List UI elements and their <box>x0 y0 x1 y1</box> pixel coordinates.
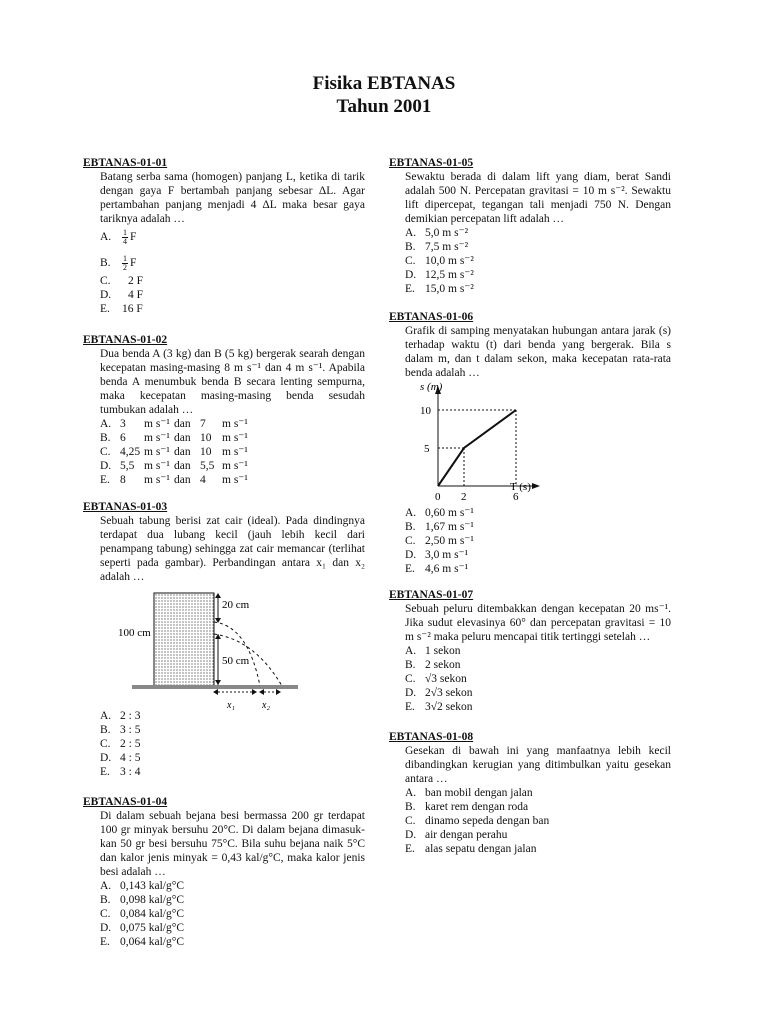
option-label: C. <box>405 673 416 685</box>
unit: m s⁻¹ <box>222 446 248 458</box>
option-c[interactable] <box>100 274 365 288</box>
option-text: 1 sekon <box>425 645 461 657</box>
option-list <box>100 417 365 487</box>
velocity-b: 4 <box>200 474 206 486</box>
option-b[interactable] <box>405 800 671 814</box>
option-c[interactable] <box>405 672 671 686</box>
option-text: 0,143 kal/g°C <box>120 880 185 892</box>
option-text: 2,50 m s⁻¹ <box>425 535 474 547</box>
option-a[interactable] <box>100 417 365 431</box>
option-list <box>405 786 671 856</box>
option-e[interactable] <box>405 562 671 576</box>
option-d[interactable] <box>100 751 365 765</box>
option-b[interactable] <box>405 520 671 534</box>
velocity-a: 4,25 <box>120 446 141 458</box>
y-tick-label: 10 <box>420 405 431 417</box>
arrow-left-icon <box>213 689 218 695</box>
label-x2: x₂ <box>262 700 270 711</box>
option-text: 7,5 m s⁻² <box>425 241 469 253</box>
label-x1: x₁ <box>227 700 235 711</box>
option-label: B. <box>405 521 416 533</box>
option-text: 1,67 m s⁻¹ <box>425 521 474 533</box>
liquid-tank <box>154 593 214 687</box>
velocity-b: 10 <box>200 446 212 458</box>
option-label: B. <box>405 659 416 671</box>
question-header: EBTANAS-01-05 <box>389 157 474 169</box>
option-text: 4 : 5 <box>120 752 141 764</box>
option-text: 2 F <box>128 275 144 287</box>
page-title: Fisika EBTANAS <box>312 73 456 94</box>
option-text: 0,084 kal/g°C <box>120 908 185 920</box>
option-text: 0,064 kal/g°C <box>120 936 185 948</box>
option-label: D. <box>405 549 417 561</box>
question-08 <box>389 730 671 856</box>
option-label: A. <box>405 507 417 519</box>
fraction-numerator: 1 <box>123 227 127 237</box>
option-c[interactable] <box>100 445 365 459</box>
option-label: A. <box>100 231 112 243</box>
option-b[interactable] <box>405 240 671 254</box>
question-06 <box>389 310 671 380</box>
option-label: A. <box>405 227 417 239</box>
arrow-right-icon <box>252 689 257 695</box>
x-axis-label: T (s) <box>510 481 531 493</box>
option-text: karet rem dengan roda <box>425 801 529 813</box>
conjunction: dan <box>174 460 191 472</box>
option-text: 3 : 4 <box>120 766 141 778</box>
option-a[interactable] <box>100 879 365 893</box>
option-label: E. <box>100 936 110 948</box>
option-d[interactable] <box>405 268 671 282</box>
unit: m s⁻¹ <box>144 474 170 486</box>
question-text: Batang serba sama (homogen) panjang L, ketika di tarik dengan gaya F bertambah panjang sebesar ΔL. Agar pertambahan panjang menjadi 4 ΔL maka besar gaya tariknya adalah … <box>100 171 365 225</box>
question-header: EBTANAS-01-08 <box>389 731 474 743</box>
question-text: Dua benda A (3 kg) dan B (5 kg) bergerak searah dengan kecepatan masing-masing 8 m s⁻¹ dan 4 m s⁻¹. Apabila benda A menumbuk benda B secara lenting sempurna, maka kecepatan masing-masing benda sesudah tumbukan adalah … <box>100 348 365 416</box>
water-jet-upper <box>214 622 260 686</box>
arrow-right-icon <box>276 689 281 695</box>
question-text: Sebuah peluru ditembakkan dengan kecepatan 20 ms⁻¹. Jika sudut elevasinya 60° dan percepatan gravitasi = 10 m s⁻² maka peluru mencapai titik tertinggi setelah … <box>405 603 671 643</box>
option-label: E. <box>100 303 110 315</box>
option-label: A. <box>100 418 112 430</box>
option-e[interactable] <box>100 935 365 949</box>
option-label: E. <box>405 843 415 855</box>
option-label: C. <box>405 535 416 547</box>
option-text: √3 sekon <box>425 673 467 685</box>
fraction <box>122 255 128 272</box>
option-a[interactable] <box>100 226 365 248</box>
question-header: EBTANAS-01-04 <box>83 796 168 808</box>
option-b[interactable] <box>100 431 365 445</box>
fraction-numerator: 1 <box>123 253 127 263</box>
question-text: Sebuah tabung berisi zat cair (ideal). Pada dindingnya terdapat dua lubang kecil (jauh lebih kecil dari penampang tabung) sehingga zat cair memancar (terlihat seperti pada gambar). Perbandingan antara x₁ dan x₂ adalah … <box>100 515 365 583</box>
label-100cm: 100 cm <box>118 627 151 639</box>
option-text: F <box>130 231 137 243</box>
option-text: 2 : 5 <box>120 738 141 750</box>
question-text: Sewaktu berada di dalam lift yang diam, berat Sandi adalah 500 N. Percepatan gravitasi = 10 m s⁻². Sewaktu lift dipercepat, tegangan tali menjadi 750 N. Dengan demikian percepatan lift adalah … <box>405 171 671 225</box>
arrow-up-icon <box>215 593 221 598</box>
unit: m s⁻¹ <box>144 446 170 458</box>
question-header: EBTANAS-01-02 <box>83 334 168 346</box>
question-header: EBTANAS-01-07 <box>389 589 474 601</box>
option-label: A. <box>405 645 417 657</box>
option-text: 4,6 m s⁻¹ <box>425 563 469 575</box>
unit: m s⁻¹ <box>222 418 248 430</box>
unit: m s⁻¹ <box>222 474 248 486</box>
option-e[interactable] <box>405 282 671 296</box>
option-label: A. <box>405 787 417 799</box>
option-text: 0,60 m s⁻¹ <box>425 507 474 519</box>
option-c[interactable] <box>100 737 365 751</box>
option-b[interactable] <box>405 658 671 672</box>
conjunction: dan <box>174 418 191 430</box>
option-label: C. <box>100 446 111 458</box>
option-list <box>100 879 365 949</box>
option-label: D. <box>100 460 112 472</box>
option-label: E. <box>405 283 415 295</box>
velocity-b: 7 <box>200 418 206 430</box>
unit: m s⁻¹ <box>222 432 248 444</box>
option-label: C. <box>405 815 416 827</box>
option-text: 2√3 sekon <box>425 687 473 699</box>
fraction-denominator: 2 <box>123 262 127 272</box>
fraction-denominator: 4 <box>123 236 127 246</box>
option-label: D. <box>100 752 112 764</box>
option-text: alas sepatu dengan jalan <box>425 843 537 855</box>
conjunction: dan <box>174 446 191 458</box>
option-a[interactable] <box>405 506 671 520</box>
question-03-options <box>83 709 365 779</box>
option-list <box>100 709 365 779</box>
velocity-a: 8 <box>120 474 126 486</box>
x-tick-label: 2 <box>461 491 467 503</box>
question-07 <box>389 588 671 714</box>
fraction <box>122 229 128 246</box>
option-text: F <box>130 257 137 269</box>
x-tick-label: 0 <box>435 491 441 503</box>
option-text: 10,0 m s⁻² <box>425 255 474 267</box>
option-e[interactable] <box>405 842 671 856</box>
unit: m s⁻¹ <box>144 432 170 444</box>
option-label: B. <box>405 801 416 813</box>
conjunction: dan <box>174 474 191 486</box>
option-text: 0,075 kal/g°C <box>120 922 185 934</box>
option-label: D. <box>405 829 417 841</box>
option-text: 2 : 3 <box>120 710 141 722</box>
option-label: E. <box>405 563 415 575</box>
option-text: ban mobil dengan jalan <box>425 787 533 799</box>
question-06-options <box>389 506 671 576</box>
series-line <box>438 410 516 486</box>
label-50cm: 50 cm <box>222 655 250 667</box>
question-05 <box>389 156 671 296</box>
option-text: air dengan perahu <box>425 829 508 841</box>
option-a[interactable] <box>405 786 671 800</box>
ground <box>132 685 298 689</box>
option-c[interactable] <box>100 907 365 921</box>
option-d[interactable] <box>405 828 671 842</box>
distance-time-chart <box>400 376 560 504</box>
question-header: EBTANAS-01-03 <box>83 501 168 513</box>
option-label: D. <box>100 922 112 934</box>
option-label: B. <box>100 894 111 906</box>
option-d[interactable] <box>405 548 671 562</box>
velocity-b: 5,5 <box>200 460 215 472</box>
option-label: E. <box>100 474 110 486</box>
option-label: C. <box>405 255 416 267</box>
page-subtitle: Tahun 2001 <box>336 96 432 117</box>
option-text: 2 sekon <box>425 659 461 671</box>
option-label: D. <box>405 687 417 699</box>
question-text: Grafik di samping menyatakan hubungan antara jarak (s) terhadap waktu (t) dari benda yang bergerak. Bila s dalam m, dan t dalam sekon, maka kecepatan rata-rata benda adalah … <box>405 325 671 379</box>
question-text: Di dalam sebuah bejana besi bermassa 200 gr terdapat 100 gr minyak bersuhu 20°C. Di dalam bejana dimasuk-kan 50 gr besi bersuhu 75°C. Bila suhu bejana naik 5°C dan kalor jenis minyak = 0,43 kal/g°C, maka kalor jenis besi adalah … <box>100 810 365 878</box>
option-c[interactable] <box>405 814 671 828</box>
option-c[interactable] <box>405 254 671 268</box>
option-text: 3,0 m s⁻¹ <box>425 549 469 561</box>
option-text: 16 F <box>122 303 143 315</box>
tank-figure <box>110 588 310 713</box>
option-label: C. <box>100 275 111 287</box>
question-header: EBTANAS-01-06 <box>389 311 474 323</box>
unit: m s⁻¹ <box>144 418 170 430</box>
option-label: E. <box>100 766 110 778</box>
y-tick-label: 5 <box>424 443 430 455</box>
option-text: 15,0 m s⁻² <box>425 283 474 295</box>
option-label: A. <box>100 710 112 722</box>
velocity-a: 5,5 <box>120 460 135 472</box>
option-a[interactable] <box>100 709 365 723</box>
option-b[interactable] <box>100 252 365 274</box>
option-e[interactable] <box>100 473 365 487</box>
velocity-b: 10 <box>200 432 212 444</box>
velocity-a: 3 <box>120 418 126 430</box>
option-d[interactable] <box>100 921 365 935</box>
option-list <box>405 644 671 714</box>
option-list <box>405 506 671 576</box>
option-text: 0,098 kal/g°C <box>120 894 185 906</box>
unit: m s⁻¹ <box>144 460 170 472</box>
option-list <box>100 226 365 316</box>
option-d[interactable] <box>100 459 365 473</box>
option-label: D. <box>405 269 417 281</box>
option-e[interactable] <box>100 302 365 316</box>
question-02 <box>83 333 365 487</box>
y-axis-label: s (m) <box>420 381 443 393</box>
option-label: D. <box>100 289 112 301</box>
option-d[interactable] <box>405 686 671 700</box>
option-text: dinamo sepeda dengan ban <box>425 815 550 827</box>
option-d[interactable] <box>100 288 365 302</box>
option-a[interactable] <box>405 226 671 240</box>
option-label: B. <box>100 432 111 444</box>
velocity-a: 6 <box>120 432 126 444</box>
option-text: 3 : 5 <box>120 724 141 736</box>
arrow-left-icon <box>259 689 264 695</box>
option-e[interactable] <box>405 700 671 714</box>
question-04 <box>83 795 365 949</box>
question-text: Gesekan di bawah ini yang manfaatnya lebih kecil dibandingkan kerugian yang ditimbulkan yaitu gesekan antara … <box>405 745 671 785</box>
option-text: 4 F <box>128 289 144 301</box>
option-text: 3√2 sekon <box>425 701 473 713</box>
option-c[interactable] <box>405 534 671 548</box>
option-text: 12,5 m s⁻² <box>425 269 474 281</box>
label-20cm: 20 cm <box>222 599 250 611</box>
arrow-down-icon <box>215 680 221 685</box>
unit: m s⁻¹ <box>222 460 248 472</box>
option-b[interactable] <box>100 723 365 737</box>
option-label: B. <box>100 724 111 736</box>
x-tick-label: 6 <box>513 491 519 503</box>
arrow-right-icon <box>532 483 540 489</box>
option-label: C. <box>100 738 111 750</box>
option-b[interactable] <box>100 893 365 907</box>
option-text: 5,0 m s⁻² <box>425 227 469 239</box>
option-label: A. <box>100 880 112 892</box>
option-label: B. <box>405 241 416 253</box>
question-01 <box>83 156 365 316</box>
conjunction: dan <box>174 432 191 444</box>
question-header: EBTANAS-01-01 <box>83 157 168 169</box>
option-label: E. <box>405 701 415 713</box>
option-list <box>405 226 671 296</box>
option-label: B. <box>100 257 111 269</box>
option-a[interactable] <box>405 644 671 658</box>
question-03 <box>83 500 365 584</box>
option-e[interactable] <box>100 765 365 779</box>
option-label: C. <box>100 908 111 920</box>
